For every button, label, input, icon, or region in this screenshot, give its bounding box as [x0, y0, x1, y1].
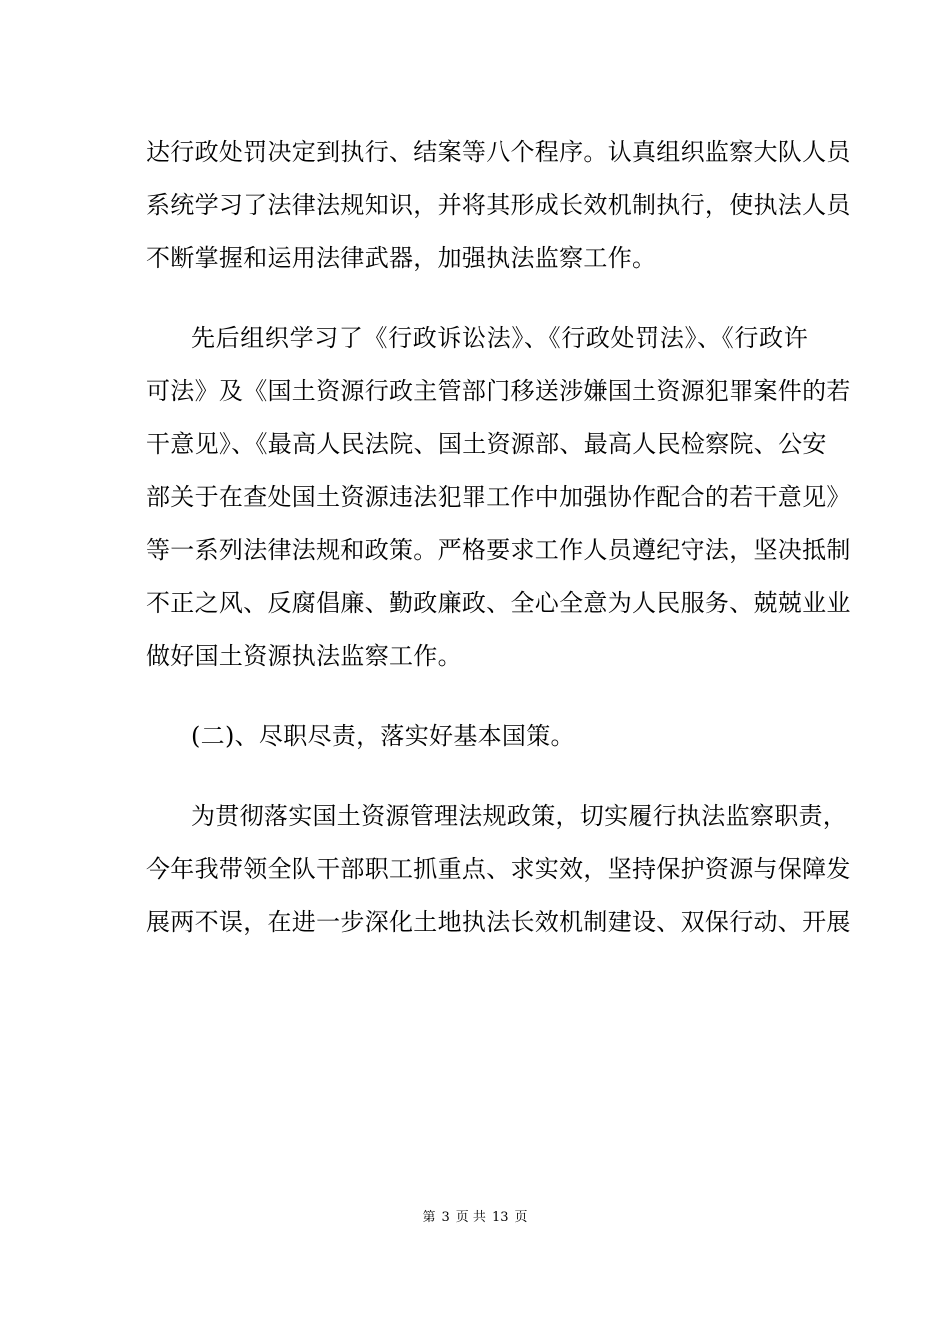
footer-prefix: 第: [422, 1210, 436, 1225]
section-heading: [146, 710, 808, 763]
text-line: 系统学习了法律法规知识，并将其形成长效机制执行，使执法人员: [146, 191, 851, 219]
text-line: 部关于在查处国土资源违法犯罪工作中加强协作配合的若干意见》: [146, 483, 851, 511]
paragraph-1: [146, 126, 851, 285]
footer-suffix: 页: [514, 1210, 528, 1225]
text-line: 达行政处罚决定到执行、结案等八个程序。认真组织监察大队人员: [146, 138, 851, 166]
text-line: 不正之风、反腐倡廉、勤政廉政、全心全意为人民服务、兢兢业业: [146, 589, 851, 617]
paragraph-4: [146, 790, 851, 949]
text-line: 今年我带领全队干部职工抓重点、求实效，坚持保护资源与保障发: [146, 855, 851, 883]
total-pages-number: 13: [491, 1210, 509, 1225]
current-page-number: 3: [441, 1210, 450, 1225]
text-line: 不断掌握和运用法律武器，加强执法监察工作。: [146, 244, 657, 272]
page-footer: [0, 1209, 950, 1227]
text-line: 展两不误，在进一步深化土地执法长效机制建设、双保行动、开展: [146, 908, 851, 936]
text-line: 干意见》、《最高人民法院、国土资源部、最高人民检察院、公安: [146, 430, 827, 458]
text-line: 做好国土资源执法监察工作。: [146, 642, 462, 670]
text-line: 等一系列法律法规和政策。严格要求工作人员遵纪守法，坚决抵制: [146, 536, 851, 564]
text-line: (二)、尽职尽责，落实好基本国策。: [191, 722, 575, 750]
paragraph-2: [146, 312, 851, 683]
text-line: 先后组织学习了《行政诉讼法》、《行政处罚法》、《行政许: [191, 324, 808, 352]
document-body: [146, 126, 851, 949]
text-line: 为贯彻落实国土资源管理法规政策，切实履行执法监察职责，: [191, 802, 848, 830]
text-line: 可法》及《国土资源行政主管部门移送涉嫌国土资源犯罪案件的若: [146, 377, 851, 405]
footer-middle: 页 共: [455, 1210, 486, 1225]
